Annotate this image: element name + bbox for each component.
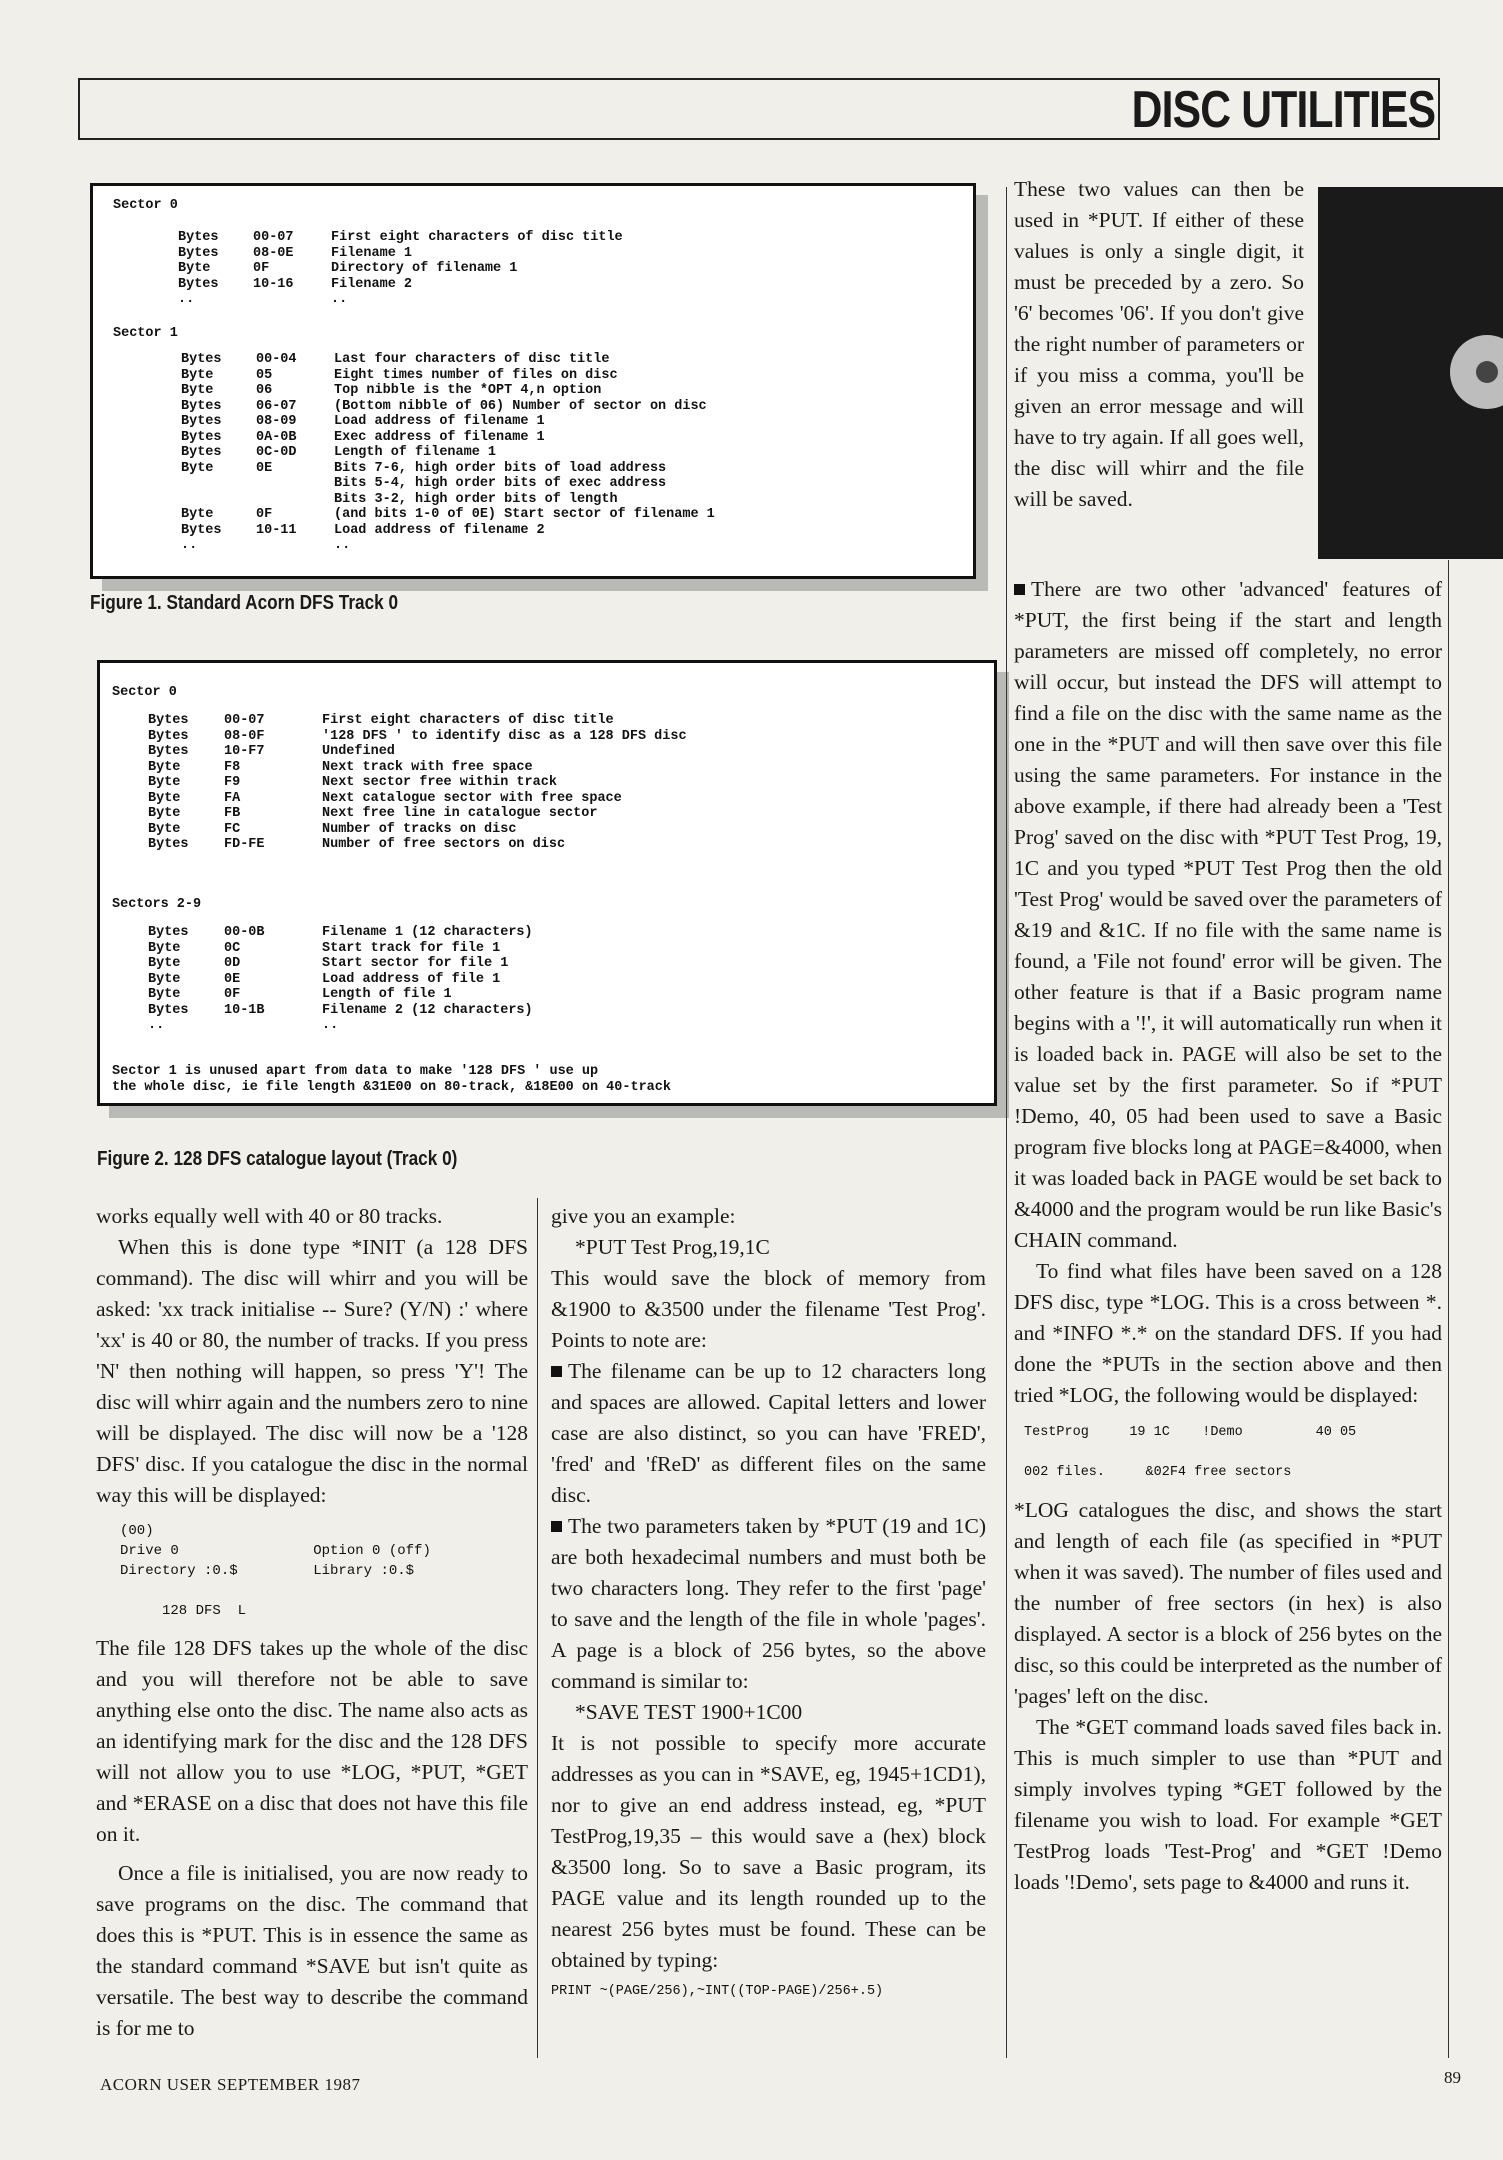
field-type: Bytes bbox=[148, 728, 189, 744]
field-type: Byte bbox=[148, 775, 181, 790]
field-description: Next catalogue sector with free space bbox=[322, 790, 622, 806]
field-description: Filename 1 bbox=[331, 245, 413, 261]
field-description: First eight characters of disc title bbox=[331, 230, 623, 245]
print-command: PRINT ~(PAGE/256),~INT((TOP-PAGE)/256+.5) bbox=[551, 1984, 884, 1999]
floppy-disk-photo bbox=[1318, 187, 1503, 559]
paragraph: When this is done type *INIT (a 128 DFS command). The disc will whirr and you will be asked: 'xx track initialise -- Sure? (Y/N) :' where 'xx' is 40 or 80, the number of tracks. If you press 'N' then nothing will happen, so press 'Y'! The disc will whirr again and the numbers zero to nine will be displayed. The disc will now be a '128 DFS' disc. If you catalogue the disc in the normal way this will be displayed: bbox=[96, 1235, 528, 1507]
field-description: Load address of filename 2 bbox=[334, 522, 545, 538]
byte-range: 08-0E bbox=[253, 245, 294, 261]
paragraph: The file 128 DFS takes up the whole of the disc and you will therefore not be able to save anything else onto the disc. The name also acts as an identifying mark for the disc and the 128 DFS will not allow you to use *LOG, *PUT, *GET and *ERASE on a disc that does not have this file on it. bbox=[96, 1636, 528, 1846]
field-type: Bytes bbox=[148, 837, 189, 852]
byte-range: 06-07 bbox=[256, 398, 297, 414]
article-column-1 bbox=[96, 1201, 528, 2044]
byte-range: 08-09 bbox=[256, 414, 297, 429]
paragraph: give you an example: bbox=[551, 1204, 736, 1228]
magazine-footer: ACORN USER SEPTEMBER 1987 bbox=[100, 2075, 361, 2094]
paragraph: To find what files have been saved on a 128 DFS disc, type *LOG. This is a cross between *. and *INFO *.* on the standard DFS. If you had done the *PUTs in the section above and then tried *LOG, the following would be displayed: bbox=[1014, 1259, 1442, 1407]
fig1-section-title: Sector 1 bbox=[113, 326, 178, 341]
byte-range: 0F bbox=[224, 987, 241, 1002]
field-type: Byte bbox=[148, 806, 181, 821]
byte-range: 10-11 bbox=[256, 522, 297, 538]
field-type: Bytes bbox=[178, 276, 219, 292]
column-rule bbox=[1006, 187, 1007, 2058]
field-description: Filename 2 bbox=[331, 276, 413, 292]
field-type: Byte bbox=[148, 987, 181, 1002]
field-type: Bytes bbox=[181, 414, 222, 429]
field-description: Bits 5-4, high order bits of exec address bbox=[334, 476, 667, 491]
article-column-2 bbox=[551, 1201, 986, 2002]
fig2-section-title: Sectors 2-9 bbox=[112, 897, 202, 912]
field-description: Last four characters of disc title bbox=[334, 352, 610, 367]
bullet-paragraph: The two parameters taken by *PUT (19 and 1C) are both hexadecimal numbers and must both be two characters long. They refer to the first 'page' to save and the length of the file in whole 'pages'. A page is a block of 256 bytes, so the above command is similar to: bbox=[551, 1514, 986, 1693]
field-description: Filename 2 (12 characters) bbox=[322, 1002, 533, 1018]
bullet-icon bbox=[1014, 584, 1025, 595]
byte-range: 00-07 bbox=[224, 713, 265, 728]
field-description: Load address of file 1 bbox=[322, 971, 501, 987]
byte-range: FA bbox=[224, 790, 241, 806]
byte-range: 05 bbox=[256, 367, 273, 383]
field-description: Start sector for file 1 bbox=[322, 956, 509, 971]
byte-range: FB bbox=[224, 806, 241, 821]
field-type: Byte bbox=[181, 460, 214, 476]
byte-range: FC bbox=[224, 821, 241, 837]
bullet-paragraph: There are two other 'advanced' features of *PUT, the first being if the start and length parameters are missed off completely, no error will occur, but instead the DFS will attempt to find a file on the disc with the same name as the one in the *PUT and will then save over this file using the same parameters. For instance in the above example, if there had already been a 'Test Prog' saved on the disc with *PUT Test Prog, 19, 1C and you typed *PUT Test Prog then the old 'Test Prog' would be saved over the parameters of &19 and &1C. If no file with the same name is found, a 'File not found' error will be given. The other feature is that if a Basic program name begins with a '!', it will automatically run when it is loaded back in. PAGE will also be set to the value set by the first parameter. So if *PUT !Demo, 40, 05 had been used to save a Basic program five blocks long at PAGE=&4000, when it was loaded back in PAGE would be set back to &4000 and the program would be run like Basic's CHAIN command. bbox=[1014, 577, 1442, 1252]
field-type: Byte bbox=[148, 940, 181, 956]
field-description: Number of free sectors on disc bbox=[322, 837, 566, 852]
figure-1-caption: Figure 1. Standard Acorn DFS Track 0 bbox=[90, 592, 399, 614]
field-type: Byte bbox=[148, 971, 181, 987]
field-type: .. bbox=[178, 292, 195, 307]
field-type: Byte bbox=[148, 759, 181, 775]
field-description: (and bits 1-0 of 0E) Start sector of filename 1 bbox=[334, 507, 715, 522]
header-right-rule bbox=[1438, 78, 1440, 140]
byte-range: 0E bbox=[224, 971, 241, 987]
disk-hub-icon bbox=[1450, 335, 1503, 409]
paragraph: works equally well with 40 or 80 tracks. bbox=[96, 1204, 443, 1228]
byte-range: 00-04 bbox=[256, 352, 297, 367]
field-description: Next sector free within track bbox=[322, 775, 557, 790]
field-description: Bits 7-6, high order bits of load address bbox=[334, 460, 667, 476]
log-output: TestProg 19 1C !Demo 40 05 002 files. &02F4 free sectors bbox=[1024, 1425, 1357, 1480]
field-type: Bytes bbox=[181, 522, 222, 538]
paragraph: These two values can then be used in *PUT. If either of these values is only a single digit, it must be preceded by a zero. So '6' becomes '06'. If you don't give the right number of parameters or if you miss a comma, you'll be given an error message and will have to try again. If all goes well, the disc will whirr and the file will be saved. bbox=[1014, 177, 1304, 511]
byte-range: 0E bbox=[256, 460, 273, 476]
byte-range: F9 bbox=[224, 775, 241, 790]
field-type: Bytes bbox=[148, 744, 189, 759]
paragraph: *LOG catalogues the disc, and shows the start and length of each file (as specified in *PUT when it was saved). The number of files used and the number of free sectors (in hex) is also displayed. A sector is a block of 256 bytes on the disc, so this could be interpreted as the number of 'pages' left on the disc. bbox=[1014, 1498, 1442, 1708]
paragraph: Once a file is initialised, you are now ready to save programs on the disc. The command that does this is *PUT. This is in essence the same as the standard command *SAVE but isn't quite as versatile. The best way to describe the command is for me to bbox=[96, 1861, 528, 2040]
page-number: 89 bbox=[1444, 2068, 1461, 2087]
field-type: Byte bbox=[181, 383, 214, 398]
figure-2-box bbox=[97, 660, 997, 1106]
field-type: Byte bbox=[178, 261, 211, 276]
field-type: Byte bbox=[148, 821, 181, 837]
catalogue-output: (00) Drive 0 Option 0 (off) Directory :0.$ Library :0.$ 128 DFS L bbox=[120, 1523, 431, 1619]
byte-range: 08-0F bbox=[224, 728, 265, 744]
field-type: .. bbox=[181, 538, 198, 553]
fig2-note-line: the whole disc, ie file length &31E00 on 80-track, &18E00 on 40-track bbox=[112, 1080, 671, 1095]
field-description: Load address of filename 1 bbox=[334, 414, 545, 429]
field-type: Byte bbox=[181, 507, 214, 522]
byte-range: 0C bbox=[224, 940, 241, 956]
field-description: Next free line in catalogue sector bbox=[322, 806, 598, 821]
byte-range: 00-0B bbox=[224, 925, 265, 940]
command-example: *SAVE TEST 1900+1C00 bbox=[575, 1700, 803, 1724]
bullet-paragraph: The filename can be up to 12 characters long and spaces are allowed. Capital letters and lower case are also distinct, so you can have 'FRED', 'fred' and 'fReD' as different files on the same disc. bbox=[551, 1359, 986, 1507]
field-description: Start track for file 1 bbox=[322, 940, 501, 956]
column-rule bbox=[1448, 560, 1449, 2058]
field-description: Directory of filename 1 bbox=[331, 261, 518, 276]
field-description: Undefined bbox=[322, 744, 395, 759]
field-description: Filename 1 (12 characters) bbox=[322, 925, 533, 940]
field-description: Eight times number of files on disc bbox=[334, 367, 618, 383]
field-description: Number of tracks on disc bbox=[322, 821, 517, 837]
byte-range: 10-1B bbox=[224, 1002, 265, 1018]
field-description: Top nibble is the *OPT 4,n option bbox=[334, 383, 602, 398]
field-type: Bytes bbox=[148, 713, 189, 728]
article-column-3 bbox=[1014, 574, 1442, 1898]
byte-range: 00-07 bbox=[253, 230, 294, 245]
field-type: Byte bbox=[148, 790, 181, 806]
fig2-section-title: Sector 0 bbox=[112, 685, 177, 700]
field-type: Byte bbox=[148, 956, 181, 971]
header-left-rule bbox=[78, 78, 80, 140]
field-type: Bytes bbox=[181, 398, 222, 414]
field-description: Bits 3-2, high order bits of length bbox=[334, 491, 618, 507]
field-type: .. bbox=[148, 1018, 165, 1033]
field-description: '128 DFS ' to identify disc as a 128 DFS disc bbox=[322, 728, 687, 744]
field-description: Exec address of filename 1 bbox=[334, 429, 545, 445]
field-description: First eight characters of disc title bbox=[322, 713, 614, 728]
field-type: Bytes bbox=[181, 445, 222, 460]
byte-range: 10-16 bbox=[253, 276, 294, 292]
field-description: .. bbox=[322, 1018, 339, 1033]
command-example: *PUT Test Prog,19,1C bbox=[575, 1235, 770, 1259]
field-type: Bytes bbox=[181, 352, 222, 367]
field-description: Length of file 1 bbox=[322, 987, 452, 1002]
figure-2-caption: Figure 2. 128 DFS catalogue layout (Track 0) bbox=[97, 1148, 458, 1170]
field-description: Next track with free space bbox=[322, 759, 533, 775]
field-type: Bytes bbox=[181, 429, 222, 445]
figure-1-box bbox=[90, 183, 976, 579]
fig2-note-line: Sector 1 is unused apart from data to make '128 DFS ' use up bbox=[112, 1064, 599, 1079]
byte-range: 0F bbox=[253, 261, 270, 276]
byte-range: 0C-0D bbox=[256, 445, 297, 460]
article-column-3-top bbox=[1014, 174, 1304, 515]
bullet-icon bbox=[551, 1521, 562, 1532]
byte-range: 0D bbox=[224, 956, 241, 971]
field-type: Bytes bbox=[148, 1002, 189, 1018]
field-type: Bytes bbox=[148, 925, 189, 940]
bullet-icon bbox=[551, 1366, 562, 1377]
field-type: Bytes bbox=[178, 245, 219, 261]
field-description: .. bbox=[331, 292, 348, 307]
byte-range: 0F bbox=[256, 507, 273, 522]
paragraph: The *GET command loads saved files back in. This is much simpler to use than *PUT and simply involves typing *GET followed by the filename you wish to load. For example *GET TestProg loads 'Test-Prog' and *GET !Demo loads '!Demo', sets page to &4000 and runs it. bbox=[1014, 1715, 1442, 1894]
field-type: Bytes bbox=[178, 230, 219, 245]
field-type: Byte bbox=[181, 367, 214, 383]
byte-range: 0A-0B bbox=[256, 429, 297, 445]
byte-range: FD-FE bbox=[224, 837, 265, 852]
byte-range: 10-F7 bbox=[224, 744, 265, 759]
paragraph: It is not possible to specify more accurate addresses as you can in *SAVE, eg, 1945+1CD1), nor to give an end address instead, eg, *PUT TestProg,19,35 – this would save a (hex) block &3500 long. So to save a Basic program, its PAGE value and its length rounded up to the nearest 256 bytes must be found. These can be obtained by typing: bbox=[551, 1731, 986, 1972]
field-description: Length of filename 1 bbox=[334, 445, 497, 460]
byte-range: 06 bbox=[256, 383, 273, 398]
paragraph: This would save the block of memory from &1900 to &3500 under the filename 'Test Prog'. Points to note are: bbox=[551, 1266, 986, 1352]
section-title: DISC UTILITIES bbox=[1131, 81, 1435, 139]
column-rule bbox=[537, 1198, 538, 2058]
field-description: (Bottom nibble of 06) Number of sector on disc bbox=[334, 398, 707, 414]
fig1-section-title: Sector 0 bbox=[113, 198, 178, 213]
field-description: .. bbox=[334, 538, 351, 553]
byte-range: F8 bbox=[224, 759, 241, 775]
